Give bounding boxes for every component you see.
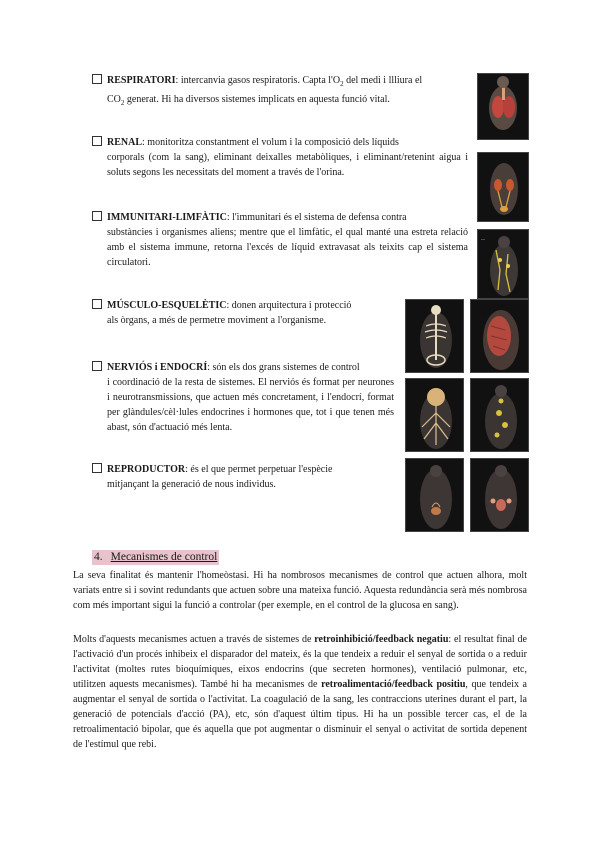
term-positive-feedback: retroalimentació/feedback positiu <box>321 679 466 690</box>
system-reproductor: REPRODUCTOR: és el que permet perpetuar l'espècie mitjançant la generació de nous individus. <box>92 462 394 492</box>
checkbox-icon <box>92 299 102 309</box>
renal-system-image <box>477 152 529 222</box>
respiratory-system-image <box>477 73 529 140</box>
system-renal: RENAL: monitoritza constantment el volum i la composició dels líquids corporals (com la sang), eliminant deixalles metabòliques, i eliminant/retenint aigua i soluts segons les necessitats del moment a través de l'orina. <box>92 135 468 180</box>
svg-text:—: — <box>481 236 485 241</box>
male-reproductive-image <box>405 458 464 532</box>
muscular-system-image <box>470 299 529 373</box>
system-musculo-esqueletic: MÚSCULO-ESQUELÈTIC: donen arquitectura i protecció als òrgans, a més de permetre moviment a l'organisme. <box>92 298 394 328</box>
checkbox-icon <box>92 74 102 84</box>
term-negative-feedback: retroinhibició/feedback negatiu <box>314 634 449 645</box>
skeletal-system-image <box>405 299 464 373</box>
endocrine-system-image <box>470 378 529 452</box>
system-name: RESPIRATORI <box>107 75 176 86</box>
female-reproductive-image <box>470 458 529 532</box>
checkbox-icon <box>92 361 102 371</box>
nervous-system-image <box>405 378 464 452</box>
immune-lymphatic-image <box>477 229 529 299</box>
system-respiratori: RESPIRATORI: intercanvia gasos respiratoris. Capta $l'O_2$ del medi i llliura el $CO_2$ generat. Hi ha diversos sistemes implicats en aquesta funció vital. <box>92 73 470 111</box>
section-heading <box>92 550 219 565</box>
section-title: Mecanismes de control <box>110 551 218 563</box>
paragraph-2: Molts d'aquests mecanismes actuen a través de sistemes de retroinhibició/feedback negatiu: el resultat final de l'activació d'un procés inhibeix el disparador del mateix, és la que tendeix a reduir el senyal de sortida o a reduir l'activitat (moltes rutes bioquímiques, eixos endocrins (que secreten hormones), ventilació pulmonar, etc, utilitzen aquests mecanismes). També hi ha mecanismes de retroalimentació/feedback positiu, que tendeix a augmentar el senyal de sortida o l'activitat. La coagulació de la sang, les contraccions uterines durant el part, la generació de potencials d'acció (PA), etc, són d'aquest últim tipus. Hi ha un possible tercer cas, el de la retroalimentació bipolar, que és aquella que pot augmentar o disminuir el senyal o activitat de sortida depenent de l'estímul que rebi. <box>73 634 527 750</box>
section-number: 4. <box>94 551 103 563</box>
system-immunitari: IMMUNITARI-LIMFÀTIC: l'immunitari és el sistema de defensa contra substàncies i organismes aliens; mentre que el limfàtic, el qual manté una estreta relació amb el sistema immune, retorna l'excés de líquid extravasat als teixits cap el sistema circulatori. <box>92 210 468 270</box>
checkbox-icon <box>92 211 102 221</box>
checkbox-icon <box>92 463 102 473</box>
paragraph-1: La seva finalitat és mantenir l'homeòstasi. Hi ha nombrosos mecanismes de control que actuen alhora, molt variats entre si i sovint redundants que actuen sobre una mateixa funció. Aquesta redundància serà més nombrosa com més important sigui la funció a controlar (per exemple, en el control de la glucosa en sang). <box>73 570 527 611</box>
system-nervios-endocri: NERVIÓS i ENDOCRÍ: són els dos grans sistemes de control i coordinació de la resta de sistemes. El nerviós és format per neurones i neurotransmissions, que actuen més concretament, i l'endocrí, format per glàndules/cèl·lules endocrines i hormones que, tot i que tenen més abast, són d'actuació més lenta. <box>92 360 394 435</box>
checkbox-icon <box>92 136 102 146</box>
